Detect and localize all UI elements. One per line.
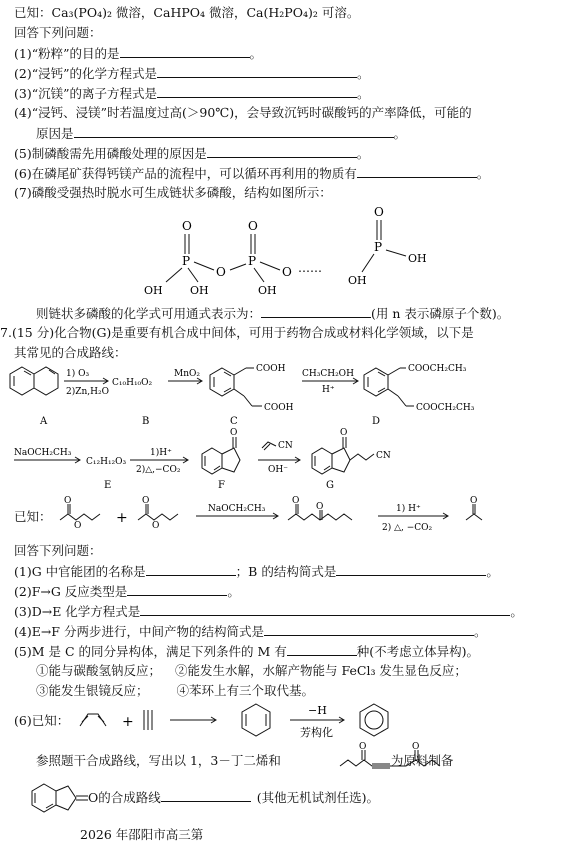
p-atom: P: [182, 254, 191, 268]
label-a: A: [40, 416, 48, 427]
answer-blank[interactable]: [264, 622, 474, 636]
q6: (6)在磷尾矿获得钙镁产品的流程中，可以循环再利用的物质有 。: [14, 166, 490, 181]
ellipsis: ……: [298, 261, 322, 275]
carbonyl-o: O: [230, 428, 238, 438]
answer-blank[interactable]: [146, 562, 236, 576]
hydroxyl: OH: [408, 252, 427, 265]
oxo-o: O: [182, 219, 192, 233]
hydroxyl: OH: [258, 284, 277, 297]
group: COOCH₂CH₃: [408, 364, 467, 374]
plus-sign: +: [122, 714, 134, 730]
dimethyl-hexynedioate-structure: [338, 740, 460, 774]
group: COOH: [264, 403, 294, 413]
q4: (4)“浸钙、浸镁”时若温度过高(＞90℃)，会导致沉钙时碳酸钙的产率降低，可能的: [14, 105, 472, 120]
reagent: −H: [308, 704, 327, 717]
q17-4: (4)E→F 分两步进行，中间产物的结构简式是 。: [14, 624, 487, 639]
bridge-o: O: [216, 265, 226, 279]
group: COOH: [256, 364, 286, 374]
oxo-o: O: [374, 206, 384, 219]
carbonyl-o: O: [340, 428, 348, 438]
answer-blank[interactable]: [140, 602, 510, 616]
answer-blank[interactable]: [287, 642, 357, 656]
answer-prompt: 回答下列问题：: [14, 25, 102, 40]
q17-3: (3)D→E 化学方程式是 。: [14, 604, 523, 619]
reagent: H⁺: [322, 385, 335, 395]
answer-blank[interactable]: [157, 84, 357, 98]
condition-row-2: ③能发生银镜反应； ④苯环上有三个取代基。: [36, 683, 315, 698]
reagent: 芳构化: [300, 726, 333, 739]
q2: (2)“浸钙”的化学方程式是 。: [14, 66, 370, 81]
reagent: 1)H⁺: [150, 448, 172, 458]
condition-row-1: ①能与碳酸氢钠反应； ②能发生水解，水解产物能与 FeCl₃ 发生显色反应；: [36, 663, 467, 678]
answer-blank[interactable]: [127, 582, 227, 596]
answer-blank[interactable]: [261, 304, 371, 318]
q17-intro: 7.(15 分)化合物(G)是重要有机合成中间体，可用于药物合成或材料化学领域，以下是: [0, 325, 474, 340]
carbonyl-o: O: [142, 496, 150, 506]
q1: (1)“粉粹”的目的是 。: [14, 46, 263, 61]
q17-6-text: 参照题干合成路线，写出以 1，3－丁二烯和 为原料制备: [36, 753, 454, 768]
diels-alder-reaction: [76, 696, 566, 746]
ester-o: O: [74, 521, 82, 531]
p-atom: P: [248, 254, 257, 268]
reagent: MnO₂: [174, 369, 200, 379]
hydroxyl: OH: [144, 284, 163, 297]
p-atom: P: [374, 240, 383, 254]
footer: 2026 年邵阳市高三第: [80, 827, 204, 842]
q3: (3)“沉镁”的离子方程式是 。: [14, 86, 370, 101]
q17-answer-prompt: 回答下列问题：: [14, 543, 102, 558]
reagent: NaOCH₂CH₃: [14, 448, 72, 458]
nitrile: CN: [376, 451, 391, 461]
formula-b: C₁₀H₁₀O₂: [112, 378, 153, 388]
answer-blank[interactable]: [357, 164, 477, 178]
answer-blank[interactable]: [336, 562, 486, 576]
reagent: OH⁻: [268, 465, 288, 475]
label-b: B: [142, 416, 150, 427]
label-c: C: [230, 416, 238, 427]
plus-sign: +: [116, 510, 128, 526]
answer-blank[interactable]: [120, 44, 250, 58]
hydroxyl: OH: [348, 274, 367, 287]
carbonyl-o: O: [64, 496, 72, 506]
q17-1: (1)G 中官能团的名称是 ；B 的结构简式是 。: [14, 564, 499, 579]
reagent: NaOCH₂CH₃: [208, 504, 266, 514]
hydroxyl: OH: [190, 284, 209, 297]
reagent: 1) H⁺: [396, 504, 421, 514]
q17-6-label: (6)已知：: [14, 713, 70, 728]
nitrile: CN: [278, 441, 293, 451]
q17-intro-cont: 其常见的合成路线：: [14, 345, 127, 360]
q17-6-target: O的合成路线 (其他无机试剂任选)。: [88, 790, 380, 805]
ester-o: O: [152, 521, 160, 531]
q7: (7)磷酸受强热时脱水可生成链状多磷酸，结构如图所示：: [14, 185, 332, 200]
q4-cont: 原因是 。: [36, 126, 407, 141]
label-g: G: [326, 480, 334, 491]
reagent: 2) △, −CO₂: [382, 523, 433, 533]
label-d: D: [372, 416, 381, 427]
q7-formula: 则链状多磷酸的化学式可用通式表示为： (用 n 表示磷原子个数)。: [36, 306, 510, 321]
reagent: CH₃CH₂OH: [302, 369, 354, 379]
bridge-o: O: [282, 265, 292, 279]
formula-e: C₁₂H₁₂O₃: [86, 457, 127, 467]
known-solubility: 已知：Ca₃(PO₄)₂ 微溶，CaHPO₄ 微溶，Ca(H₂PO₄)₂ 可溶。: [14, 5, 360, 20]
synthesis-route: [0, 362, 572, 502]
q5: (5)制磷酸需先用磷酸处理的原因是 。: [14, 146, 370, 161]
q17-2: (2)F→G 反应类型是 。: [14, 584, 240, 599]
reagent: 1) O₃: [66, 369, 90, 379]
label-f: F: [218, 480, 225, 491]
answer-blank[interactable]: [74, 124, 394, 138]
known-label: 已知：: [14, 509, 52, 524]
carbonyl-o: O: [316, 502, 324, 512]
carbonyl-o: O: [292, 496, 300, 506]
polyphosphate-structure: [130, 206, 460, 302]
answer-blank[interactable]: [161, 788, 251, 802]
q17-5: (5)M 是 C 的同分异构体，满足下列条件的 M 有 种(不考虑立体异构)。: [14, 644, 480, 659]
group: COOCH₂CH₃: [416, 403, 475, 413]
carbonyl-o: O: [412, 742, 420, 752]
reagent: 2)△,−CO₂: [136, 465, 181, 475]
carbonyl-o: O: [359, 742, 367, 752]
reagent: 2)Zn,H₂O: [66, 387, 109, 397]
known-claisen-reaction: [56, 494, 516, 544]
answer-blank[interactable]: [157, 64, 357, 78]
oxo-o: O: [248, 219, 258, 233]
carbonyl-o: O: [470, 496, 478, 506]
answer-blank[interactable]: [207, 144, 357, 158]
label-e: E: [104, 480, 112, 491]
